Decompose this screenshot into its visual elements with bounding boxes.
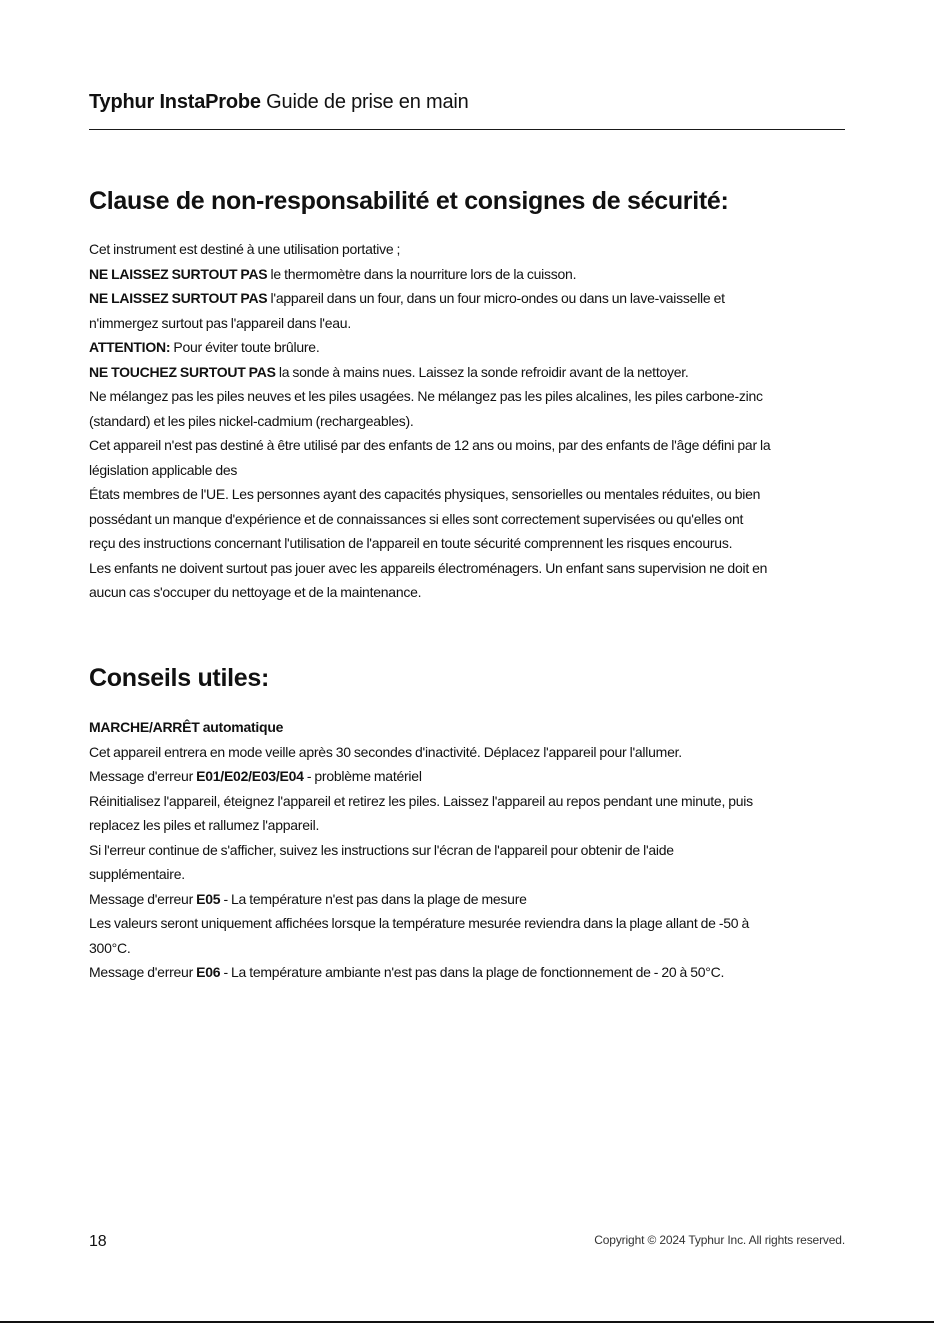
- tips-section: [89, 661, 849, 985]
- tips-line: 300°C.: [89, 939, 131, 956]
- auto-onoff-heading: MARCHE/ARRÊT automatique: [89, 719, 284, 735]
- safety-line-text: l'appareil dans un four, dans un four micro-ondes ou dans un lave-vaisselle et: [267, 290, 725, 306]
- tips-line: [89, 887, 849, 912]
- safety-line: aucun cas s'occuper du nettoyage et de la maintenance.: [89, 584, 422, 600]
- tips-line: replacez les piles et rallumez l'appareil.: [89, 817, 320, 833]
- safety-section: [89, 184, 849, 605]
- safety-line: possédant un manque d'expérience et de connaissances si elles sont correctement supervisées ou qu'elles ont: [89, 510, 744, 527]
- header-brand: Typhur InstaProbe: [89, 91, 261, 113]
- error-code: E06: [196, 964, 221, 980]
- tips-line: Cet appareil entrera en mode veille après 30 secondes d'inactivité. Déplacez l'appareil pour l'allumer.: [89, 743, 682, 760]
- tips-line: Si l'erreur continue de s'afficher, suivez les instructions sur l'écran de l'appareil pour obtenir de l'aide: [89, 841, 674, 858]
- tips-line: [89, 960, 849, 985]
- error-message-label: Message d'erreur: [89, 768, 197, 784]
- safety-line: [89, 360, 849, 385]
- tips-line: supplémentaire.: [89, 866, 185, 882]
- tips-line: Les valeurs seront uniquement affichées lorsque la température mesurée reviendra dans la plage allant de -50 à: [89, 915, 749, 931]
- tips-title: Conseils utiles:: [89, 664, 269, 692]
- error-message-label: Message d'erreur: [89, 890, 197, 907]
- safety-line: [89, 262, 849, 287]
- error-code: E05: [196, 890, 221, 907]
- safety-line: Cet appareil n'est pas destiné à être utilisé par des enfants de 12 ans ou moins, par des enfants de l'âge défini par la: [89, 437, 771, 453]
- safety-line: législation applicable des: [89, 461, 238, 478]
- header-divider: [89, 129, 845, 130]
- warning-keyword: ATTENTION:: [89, 339, 171, 355]
- error-description: - La température ambiante n'est pas dans la plage de fonctionnement de - 20 à 50°C.: [220, 964, 725, 980]
- error-code: E01/E02/E03/E04: [196, 768, 304, 784]
- safety-line: n'immergez surtout pas l'appareil dans l'eau.: [89, 314, 351, 331]
- copyright-notice: Copyright © 2024 Typhur Inc. All rights reserved.: [594, 1233, 845, 1247]
- safety-line: États membres de l'UE. Les personnes ayant des capacités physiques, sensorielles ou mentales réduites, ou bien: [89, 486, 761, 502]
- error-message-label: Message d'erreur: [89, 964, 197, 980]
- safety-title: Clause de non-responsabilité et consignes de sécurité:: [89, 187, 729, 215]
- safety-line: [89, 286, 849, 311]
- safety-line-text: Pour éviter toute brûlure.: [170, 339, 320, 355]
- error-description: - problème matériel: [303, 768, 422, 784]
- safety-line-text: la sonde à mains nues. Laissez la sonde refroidir avant de la nettoyer.: [275, 363, 689, 380]
- safety-line: Les enfants ne doivent surtout pas jouer avec les appareils électroménagers. Un enfant sans supervision ne doit en: [89, 559, 768, 576]
- tips-line: Réinitialisez l'appareil, éteignez l'appareil et retirez les piles. Laissez l'appareil au repos pendant une minute, puis: [89, 792, 753, 809]
- error-description: - La température n'est pas dans la plage de mesure: [220, 890, 527, 907]
- page-number: 18: [89, 1233, 107, 1250]
- page-header: [89, 88, 845, 116]
- tips-line: [89, 764, 849, 789]
- warning-keyword: NE LAISSEZ SURTOUT PAS: [89, 290, 268, 306]
- safety-line: (standard) et les piles nickel-cadmium (rechargeables).: [89, 412, 414, 429]
- safety-line: Cet instrument est destiné à une utilisation portative ;: [89, 241, 401, 257]
- safety-line: Ne mélangez pas les piles neuves et les piles usagées. Ne mélangez pas les piles alcalines, les piles carbone-zinc: [89, 388, 763, 404]
- safety-line: [89, 335, 849, 360]
- safety-body: [89, 237, 849, 605]
- warning-keyword: NE TOUCHEZ SURTOUT PAS: [89, 363, 276, 380]
- header-title: Guide de prise en main: [266, 91, 469, 113]
- tips-body: [89, 715, 849, 985]
- safety-line: reçu des instructions concernant l'utilisation de l'appareil en toute sécurité comprennent les risques encourus.: [89, 535, 733, 551]
- warning-keyword: NE LAISSEZ SURTOUT PAS: [89, 265, 268, 282]
- safety-line-text: le thermomètre dans la nourriture lors de la cuisson.: [267, 265, 577, 282]
